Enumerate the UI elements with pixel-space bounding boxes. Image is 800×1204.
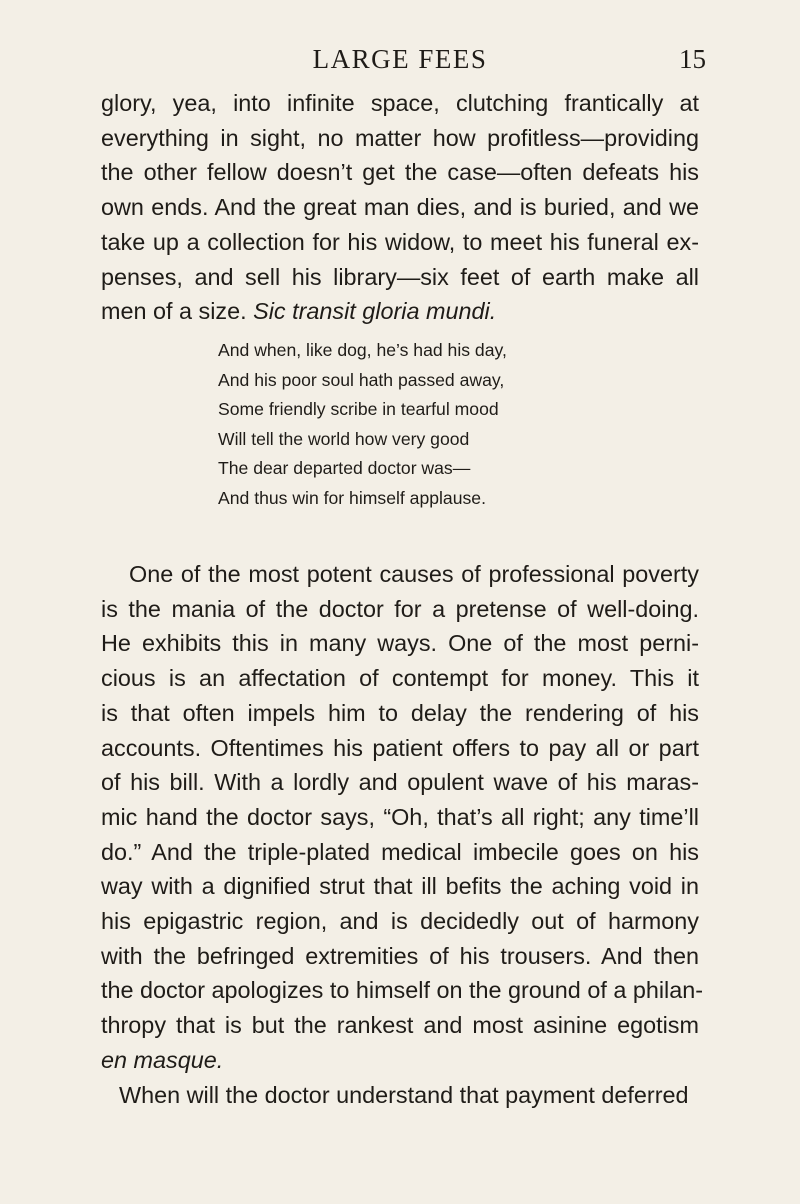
paragraph-continued — [101, 86, 699, 329]
paragraph — [101, 557, 704, 1112]
text-line: his epigastric region, and is decidedly out of harmony — [101, 908, 699, 935]
text-line: take up a collection for his widow, to meet his funeral ex- — [101, 228, 699, 255]
text-line: with the befringed extremities of his trousers. And then — [101, 942, 699, 969]
text-line: en masque. — [101, 1046, 224, 1073]
verse-block — [218, 336, 507, 514]
text-line: mic hand the doctor says, “Oh, that’s all right; any time’ll — [101, 803, 699, 830]
verse-line: And his poor soul hath passed away, — [218, 369, 505, 390]
verse-line: And thus win for himself applause. — [218, 487, 486, 508]
running-head — [100, 44, 706, 84]
latin-phrase: Sic transit gloria mundi. — [253, 298, 497, 325]
text-line: the doctor apologizes to himself on the ground of a philan- — [101, 977, 704, 1004]
text-line: do.” And the triple-plated medical imbecile goes on his — [101, 838, 699, 865]
page-number: 15 — [679, 44, 706, 74]
text-line: thropy that is but the rankest and most asinine egotism — [101, 1012, 699, 1039]
text-line: own ends. And the great man dies, and is buried, and we — [101, 194, 699, 221]
text-line: the other fellow doesn’t get the case—often defeats his — [101, 159, 699, 186]
text-line: One of the most potent causes of professional poverty — [129, 561, 699, 587]
text-line: is the mania of the doctor for a pretense of well-doing. — [101, 595, 699, 622]
text-line: of his bill. With a lordly and opulent wave of his maras- — [101, 769, 699, 796]
text-line: accounts. Oftentimes his patient offers to pay all or part — [101, 734, 699, 761]
text-line — [101, 294, 699, 329]
verse-line: Some friendly scribe in tearful mood — [218, 399, 499, 420]
text-line: He exhibits this in many ways. One of the most perni- — [101, 630, 699, 657]
running-head-title: LARGE FEES — [312, 44, 488, 74]
text-fragment: men of a size. — [101, 298, 254, 325]
verse-line: Will tell the world how very good — [218, 428, 470, 449]
text-line: everything in sight, no matter how profitless—providing — [101, 124, 699, 151]
text-line: When will the doctor understand that payment deferred — [119, 1081, 689, 1108]
text-line: is that often impels him to delay the rendering of his — [101, 699, 699, 726]
text-line: glory, yea, into infinite space, clutching frantically at — [101, 90, 699, 116]
text-line: cious is an affectation of contempt for money. This it — [101, 665, 699, 692]
verse-line: The dear departed doctor was— — [218, 458, 471, 479]
text-line: penses, and sell his library—six feet of earth make all — [101, 263, 699, 290]
verse-line: And when, like dog, he’s had his day, — [218, 340, 507, 360]
text-line: way with a dignified strut that ill befits the aching void in — [101, 873, 699, 900]
